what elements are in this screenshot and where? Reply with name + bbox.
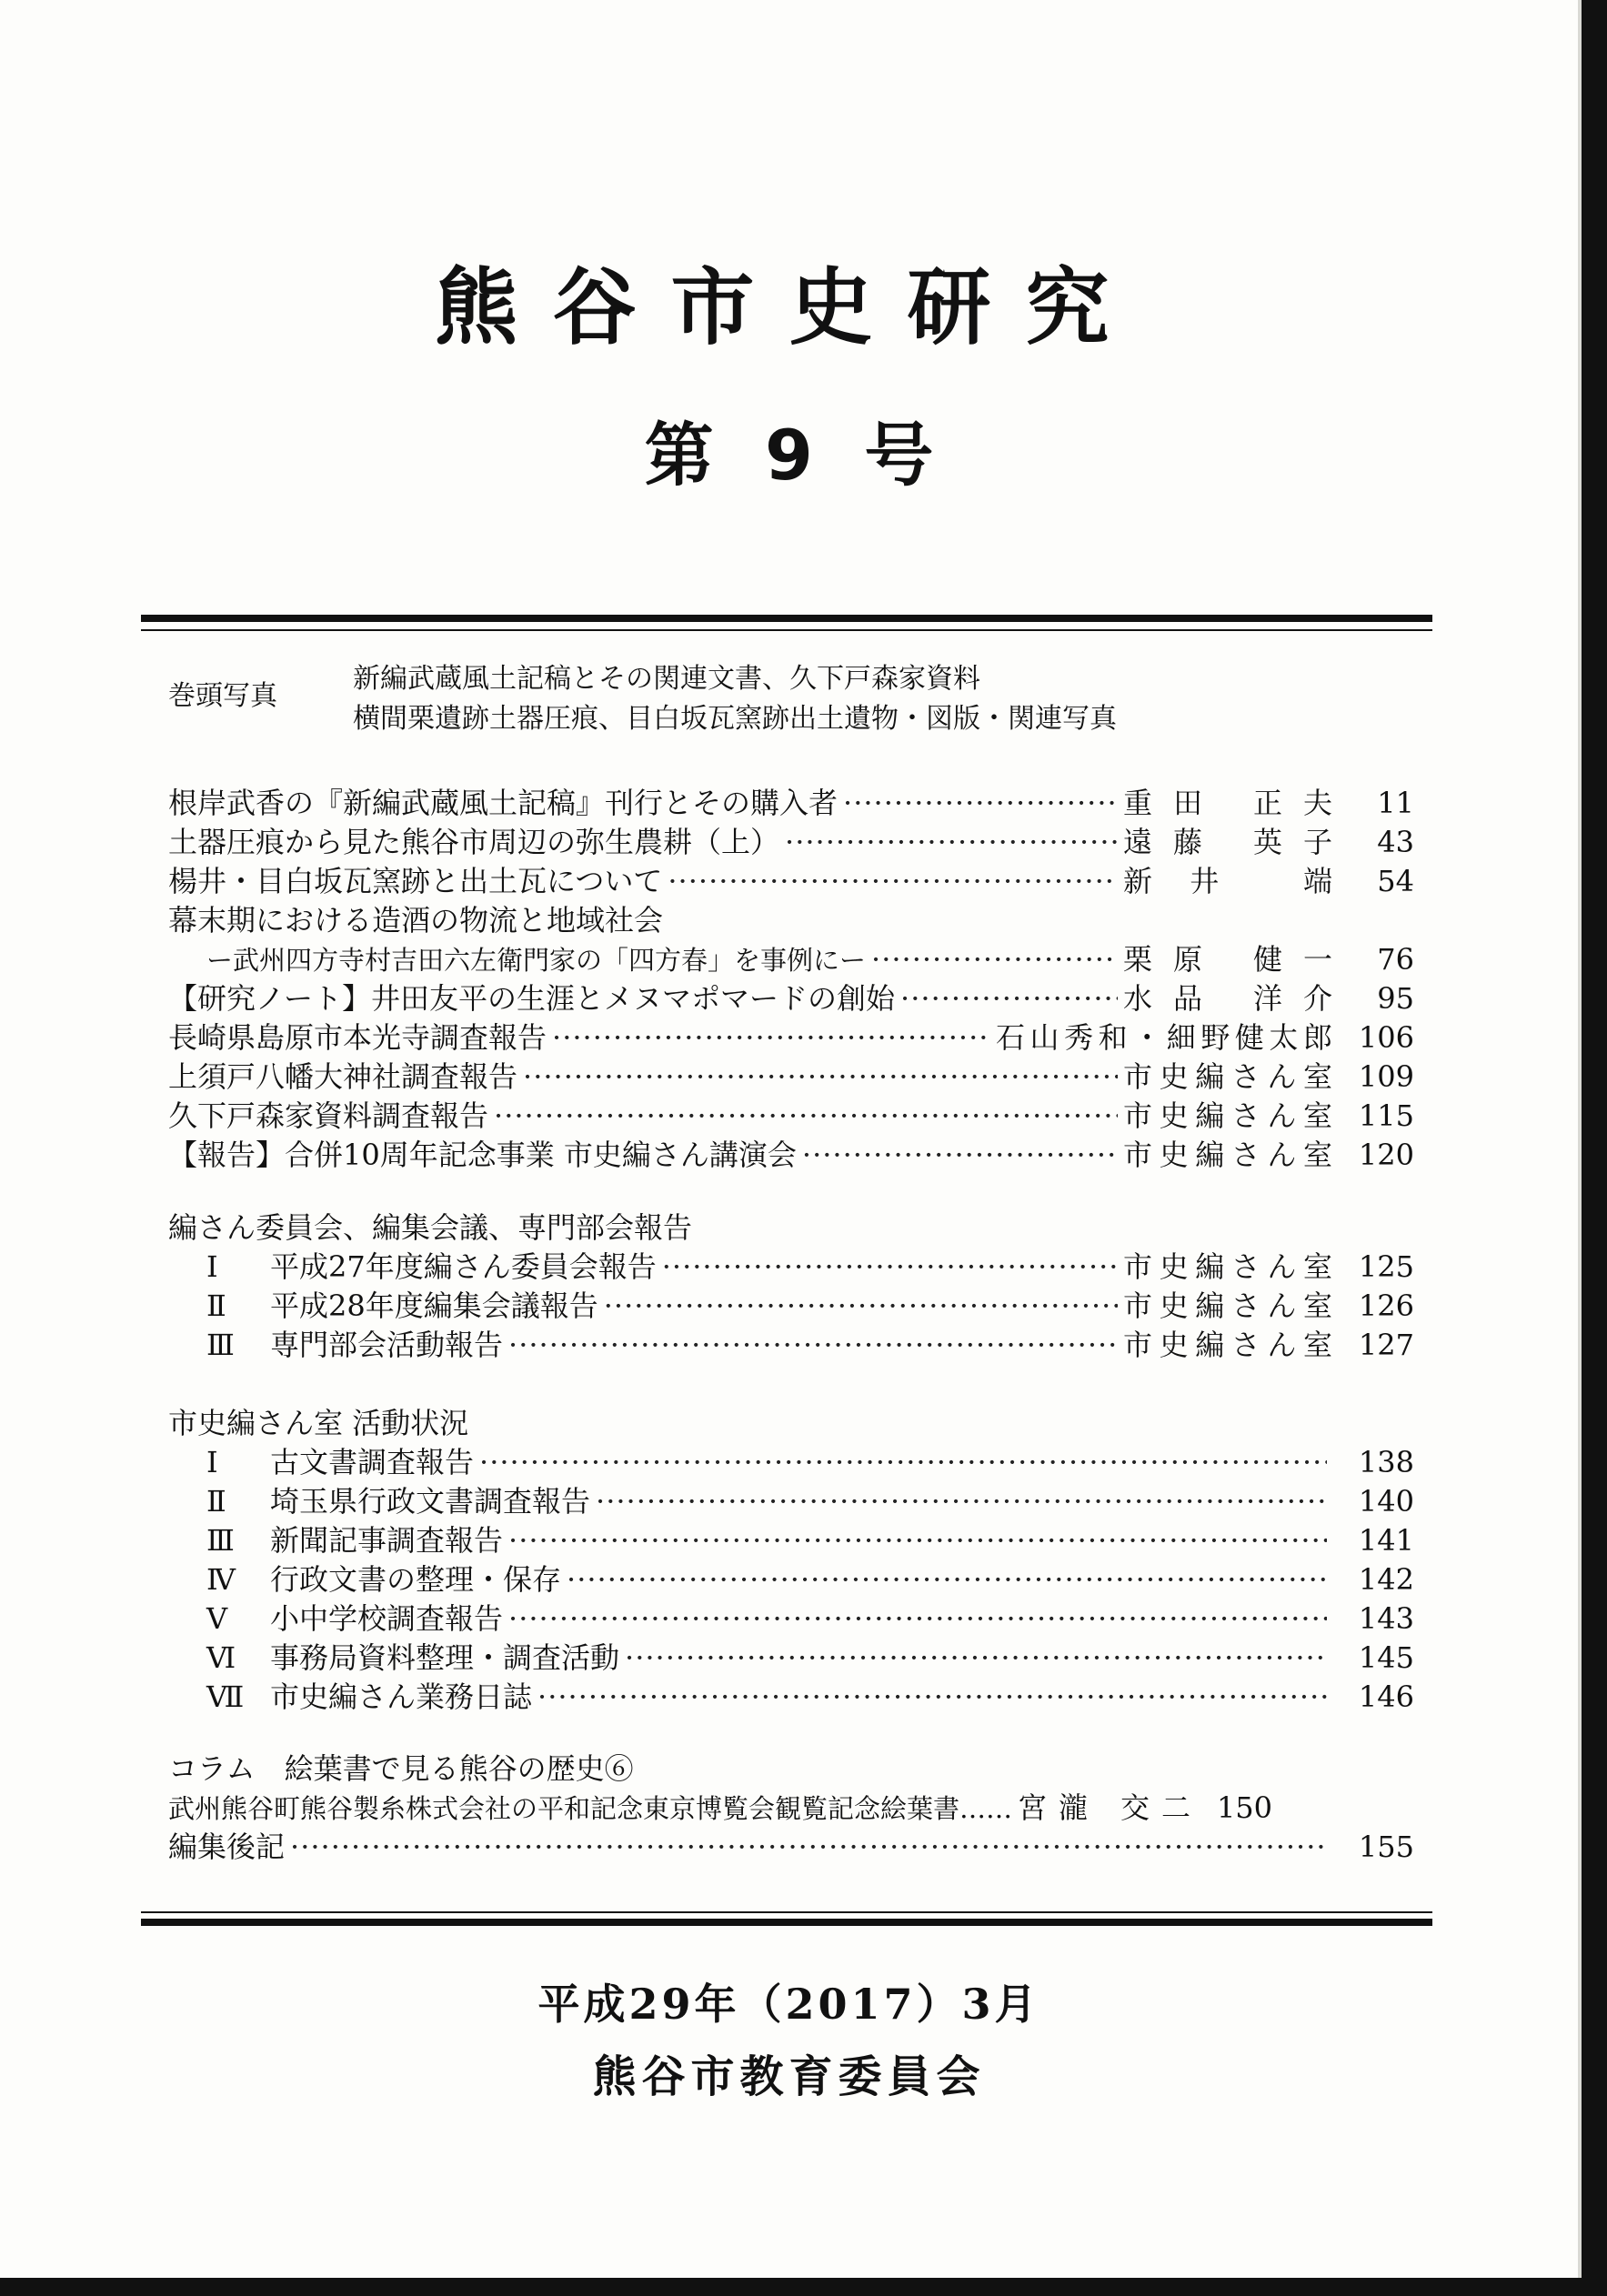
leader-dots	[508, 1523, 1327, 1558]
bottom-rule	[141, 1919, 1432, 1926]
toc-entry[interactable]	[168, 1785, 1414, 1824]
entry-numeral: Ⅱ	[206, 1484, 226, 1519]
section-heading: コラム 絵葉書で見る熊谷の歴史⑥	[168, 1751, 634, 1786]
leader-dots	[802, 1138, 1118, 1172]
entry-title: 古文書調査報告	[270, 1445, 475, 1479]
publisher: 熊谷市教育委員会	[592, 2051, 986, 2102]
entry-numeral: Ⅲ	[206, 1328, 235, 1362]
entry-title: 武州熊谷町熊谷製糸株式会社の平和記念東京博覧会観覧記念絵葉書……	[168, 1793, 1013, 1824]
entry-author: 市史編さん室	[1123, 1098, 1332, 1133]
issue-number: 第 9 号	[644, 415, 934, 496]
toc-entry[interactable]	[168, 976, 1414, 1015]
entry-numeral: Ⅰ	[206, 1249, 218, 1284]
leader-dots	[900, 981, 1118, 1016]
entry-page: 155	[1358, 1830, 1414, 1864]
entry-page: 54	[1377, 864, 1414, 898]
entry-numeral: Ⅱ	[206, 1288, 226, 1323]
entry-author: 市史編さん室	[1123, 1138, 1332, 1172]
toc-entry[interactable]	[168, 1439, 1414, 1479]
frontispiece-line: 横間栗遺跡土器圧痕、目白坂瓦窯跡出土遺物・図版・関連写真	[353, 703, 1117, 735]
entry-page: 127	[1358, 1328, 1414, 1362]
leader-dots	[552, 1020, 990, 1055]
entry-page: 106	[1358, 1020, 1414, 1055]
activities-section	[168, 1400, 1414, 1713]
leader-dots	[537, 1679, 1327, 1714]
entry-title: 長崎県島原市本光寺調査報告	[168, 1020, 547, 1055]
entry-author: 重田 正夫	[1123, 786, 1332, 820]
toc-entry[interactable]	[168, 1674, 1414, 1713]
entry-author: 石山秀和・細野健太郎	[996, 1020, 1332, 1055]
toc-entry[interactable]	[168, 1479, 1414, 1518]
entry-author: 水品 洋介	[1123, 981, 1332, 1016]
entry-numeral: Ⅴ	[206, 1601, 228, 1636]
entry-title: 【研究ノート】井田友平の生涯とメヌマポマードの創始	[168, 981, 896, 1016]
toc-entry[interactable]	[168, 1824, 1414, 1863]
leader-dots	[871, 942, 1118, 977]
entry-numeral: Ⅳ	[206, 1562, 236, 1597]
toc-entry[interactable]	[168, 1518, 1414, 1557]
top-rule	[141, 615, 1432, 622]
entry-title: 新聞記事調査報告	[270, 1523, 504, 1558]
entry-numeral: Ⅰ	[206, 1445, 218, 1479]
entry-title: 編集後記	[168, 1830, 286, 1864]
leader-dots	[508, 1601, 1327, 1636]
entry-author: 市史編さん室	[1123, 1328, 1332, 1362]
frontispiece-label: 巻頭写真	[168, 680, 277, 712]
entry-page: 95	[1377, 981, 1414, 1016]
entry-title: 【報告】合併10周年記念事業 市史編さん講演会	[168, 1138, 797, 1172]
entry-title: 根岸武香の『新編武蔵風土記稿』刊行とその購入者	[168, 786, 839, 820]
toc-entry[interactable]	[168, 1557, 1414, 1596]
toc-entry[interactable]	[168, 1132, 1414, 1171]
toc-entry[interactable]	[168, 1054, 1414, 1093]
entry-author: 市史編さん室	[1123, 1288, 1332, 1323]
entry-numeral: Ⅶ	[206, 1679, 245, 1714]
toc-entry[interactable]	[168, 819, 1414, 858]
entry-numeral: Ⅲ	[206, 1523, 235, 1558]
leader-dots	[625, 1640, 1327, 1675]
section-heading: 編さん委員会、編集会議、専門部会報告	[168, 1210, 693, 1245]
entry-page: 146	[1358, 1679, 1414, 1714]
entry-author: 新井 端	[1123, 864, 1332, 898]
top-rule-thin	[141, 629, 1432, 631]
toc-entry[interactable]	[168, 1322, 1414, 1361]
entry-title: 土器圧痕から見た熊谷市周辺の弥生農耕（上）	[168, 825, 780, 859]
leader-dots	[785, 825, 1118, 859]
toc-entry[interactable]	[168, 1635, 1414, 1674]
entry-title: 小中学校調査報告	[270, 1601, 504, 1636]
entry-page: 140	[1358, 1484, 1414, 1519]
entry-title: 楊井・目白坂瓦窯跡と出土瓦について	[168, 864, 663, 898]
entry-numeral: Ⅵ	[206, 1640, 236, 1675]
leader-dots	[508, 1328, 1118, 1362]
entry-page: 142	[1358, 1562, 1414, 1597]
toc-entry[interactable]	[168, 858, 1414, 897]
entry-author: 栗原 健一	[1123, 942, 1332, 977]
leader-dots	[290, 1830, 1327, 1864]
leader-dots	[668, 864, 1118, 898]
column-section	[168, 1746, 1414, 1863]
committee-section	[168, 1205, 1414, 1361]
entry-title: 専門部会活動報告	[270, 1328, 504, 1362]
leader-dots	[596, 1484, 1327, 1519]
entry-page: 43	[1377, 825, 1414, 859]
leader-dots	[662, 1249, 1118, 1284]
entry-title: 上須戸八幡大神社調査報告	[168, 1059, 518, 1094]
toc-entry-subtitle[interactable]	[168, 937, 1414, 976]
leader-dots	[604, 1288, 1118, 1323]
entry-page: 143	[1358, 1601, 1414, 1636]
entry-author: 市史編さん室	[1123, 1059, 1332, 1094]
entry-page: 138	[1358, 1445, 1414, 1479]
entry-author: 市史編さん室	[1123, 1249, 1332, 1284]
entry-page: 76	[1377, 942, 1414, 977]
leader-dots	[494, 1098, 1118, 1133]
entry-page: 126	[1358, 1288, 1414, 1323]
toc-entry[interactable]	[168, 1093, 1414, 1132]
section-heading: 市史編さん室 活動状況	[168, 1406, 469, 1440]
toc-entry[interactable]	[168, 1244, 1414, 1283]
leader-dots	[843, 786, 1118, 820]
frontispiece-list	[353, 659, 1117, 739]
entry-page: 145	[1358, 1640, 1414, 1675]
entry-page: 150	[1216, 1790, 1273, 1825]
entry-page: 120	[1358, 1138, 1414, 1172]
leader-dots	[479, 1445, 1327, 1479]
entry-title: 久下戸森家資料調査報告	[168, 1098, 489, 1133]
entry-subtitle: ー武州四方寺村吉田六左衛門家の「四方春」を事例にー	[206, 945, 867, 976]
toc-entry[interactable]	[168, 1596, 1414, 1635]
leader-dots	[523, 1059, 1118, 1094]
toc-entry[interactable]	[168, 780, 1414, 819]
entry-page: 109	[1358, 1059, 1414, 1094]
publication-date: 平成29年（2017）3月	[537, 1980, 1040, 2029]
leader-dots	[567, 1562, 1327, 1597]
articles-list	[168, 780, 1414, 1171]
entry-page: 141	[1358, 1523, 1414, 1558]
frontispiece-line: 新編武蔵風土記稿とその関連文書、久下戸森家資料	[353, 663, 980, 695]
toc-entry-title-only[interactable]	[168, 897, 1414, 937]
journal-title: 熊谷市史研究	[434, 259, 1144, 356]
entry-title: 埼玉県行政文書調査報告	[270, 1484, 591, 1519]
entry-title: 幕末期における造酒の物流と地域社会	[168, 903, 664, 937]
toc-entry[interactable]	[168, 1283, 1414, 1322]
entry-title: 市史編さん業務日誌	[270, 1679, 533, 1714]
entry-page: 115	[1358, 1098, 1414, 1133]
bottom-rule-thin	[141, 1911, 1432, 1913]
entry-page: 11	[1377, 786, 1414, 820]
entry-author: 遠藤 英子	[1123, 825, 1332, 859]
toc-entry[interactable]	[168, 1015, 1414, 1054]
entry-author: 宮瀧 交二	[1018, 1790, 1191, 1825]
entry-title: 行政文書の整理・保存	[270, 1562, 562, 1597]
entry-title: 平成27年度編さん委員会報告	[270, 1249, 657, 1284]
entry-title: 事務局資料整理・調査活動	[270, 1640, 620, 1675]
entry-title: 平成28年度編集会議報告	[270, 1288, 598, 1323]
entry-page: 125	[1358, 1249, 1414, 1284]
